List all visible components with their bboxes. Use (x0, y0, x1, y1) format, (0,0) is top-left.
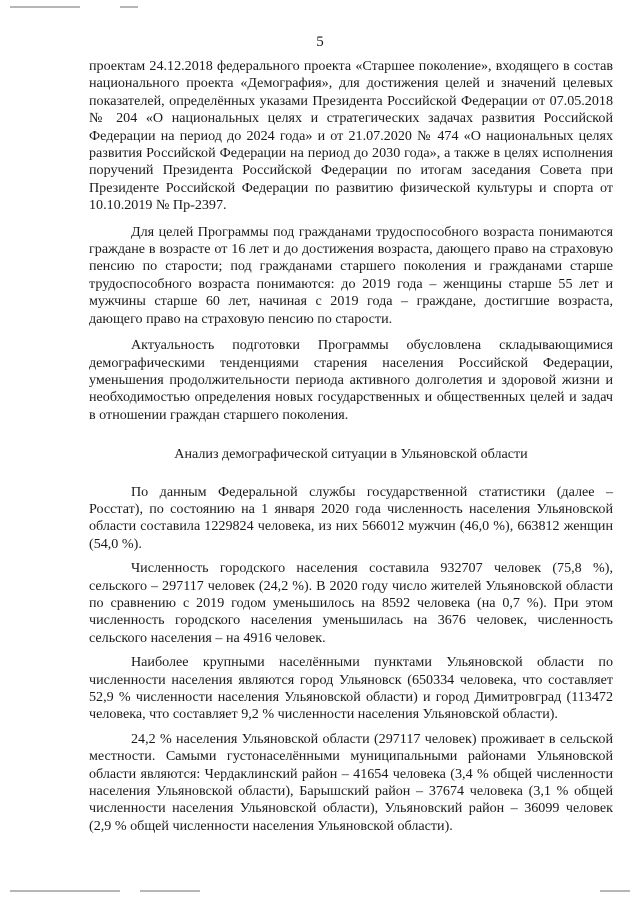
scan-edge-mark-bottom-center (140, 890, 200, 892)
document-body (89, 58, 613, 835)
paragraph-population-total: По данным Федеральной службы государственной статистики (далее – Росстат), по состоянию на 1 января 2020 года численность населения Ульяновской области составила 1229824 человека, из них 566012 мужчин (46,0 %), 663812 женщин (54,0 %). (89, 483, 613, 552)
scan-edge-mark-top-left (10, 6, 80, 8)
paragraph-federal-project: проектам 24.12.2018 федерального проекта «Старшее поколение», входящего в состав национального проекта «Демография», для достижения целей и значений целевых показателей, определённых указами Президента Российской Федерации от 07.05.2018 № 204 «О национальных целях и стратегических задачах развития Российской Федерации на период до 2024 года» и от 21.07.2020 № 474 «О национальных целях развития Российской Федерации на период до 2030 года», а также в целях исполнения поручений Президента Российской Федерации по итогам заседания Совета при Президенте Российской Федерации по развитию физической культуры и спорта от 10.10.2019 № Пр-2397. (89, 58, 613, 214)
section-heading: Анализ демографической ситуации в Ульяновской области (174, 446, 528, 463)
paragraph-urban-rural: Численность городского населения составила 932707 человек (75,8 %), сельского – 297117 человек (24,2 %). В 2020 году число жителей Ульяновской области по сравнению с 2019 годом уменьшилось на 8592 человека (на 0,7 %). При этом численность городского населения уменьшилась на 3676 человек, численность сельского населения – на 4916 человек. (89, 560, 613, 646)
scan-edge-mark-top-center (120, 6, 138, 8)
scan-edge-mark-bottom-left (10, 890, 120, 892)
paragraph-program-relevance: Актуальность подготовки Программы обусловлена складывающимися демографическими тенденциями старения населения Российской Федерации, уменьшения продолжительности периода активного долголетия и здоровой жизни и необходимостью определения новых государственных и общественных целей и задач в отношении граждан старшего поколения. (89, 337, 613, 423)
page-number: 5 (316, 34, 324, 50)
paragraph-largest-settlements: Наиболее крупными населёнными пунктами Ульяновской области по численности населения являются город Ульяновск (650334 человека, что составляет 52,9 % численности населения Ульяновской области) и город Димитровград (113472 человека, что составляет 9,2 % численности населения Ульяновской области). (89, 654, 613, 723)
paragraph-rural-districts: 24,2 % населения Ульяновской области (297117 человек) проживает в сельской местности. Самыми густонаселёнными муниципальными районами Ульяновской области являются: Чердаклинский район – 41654 человека (3,4 % общей численности населения Ульяновской области), Барышский район – 37674 человека (3,1 % общей численности населения Ульяновской области), Ульяновский район – 36099 человек (2,9 % общей численности населения Ульяновской области). (89, 730, 613, 834)
paragraph-working-age-definition: Для целей Программы под гражданами трудоспособного возраста понимаются граждане в возрасте от 16 лет и до достижения возраста, дающего право на страховую пенсию по старости; под гражданами старшего поколения и гражданами старше трудоспособного возраста понимаются: до 2019 года – женщины старше 55 лет и мужчины старше 60 лет, начиная с 2019 года – граждане, достигшие возраста, дающего право на страховую пенсию по старости. (89, 223, 613, 327)
scan-edge-mark-bottom-right (600, 890, 630, 892)
